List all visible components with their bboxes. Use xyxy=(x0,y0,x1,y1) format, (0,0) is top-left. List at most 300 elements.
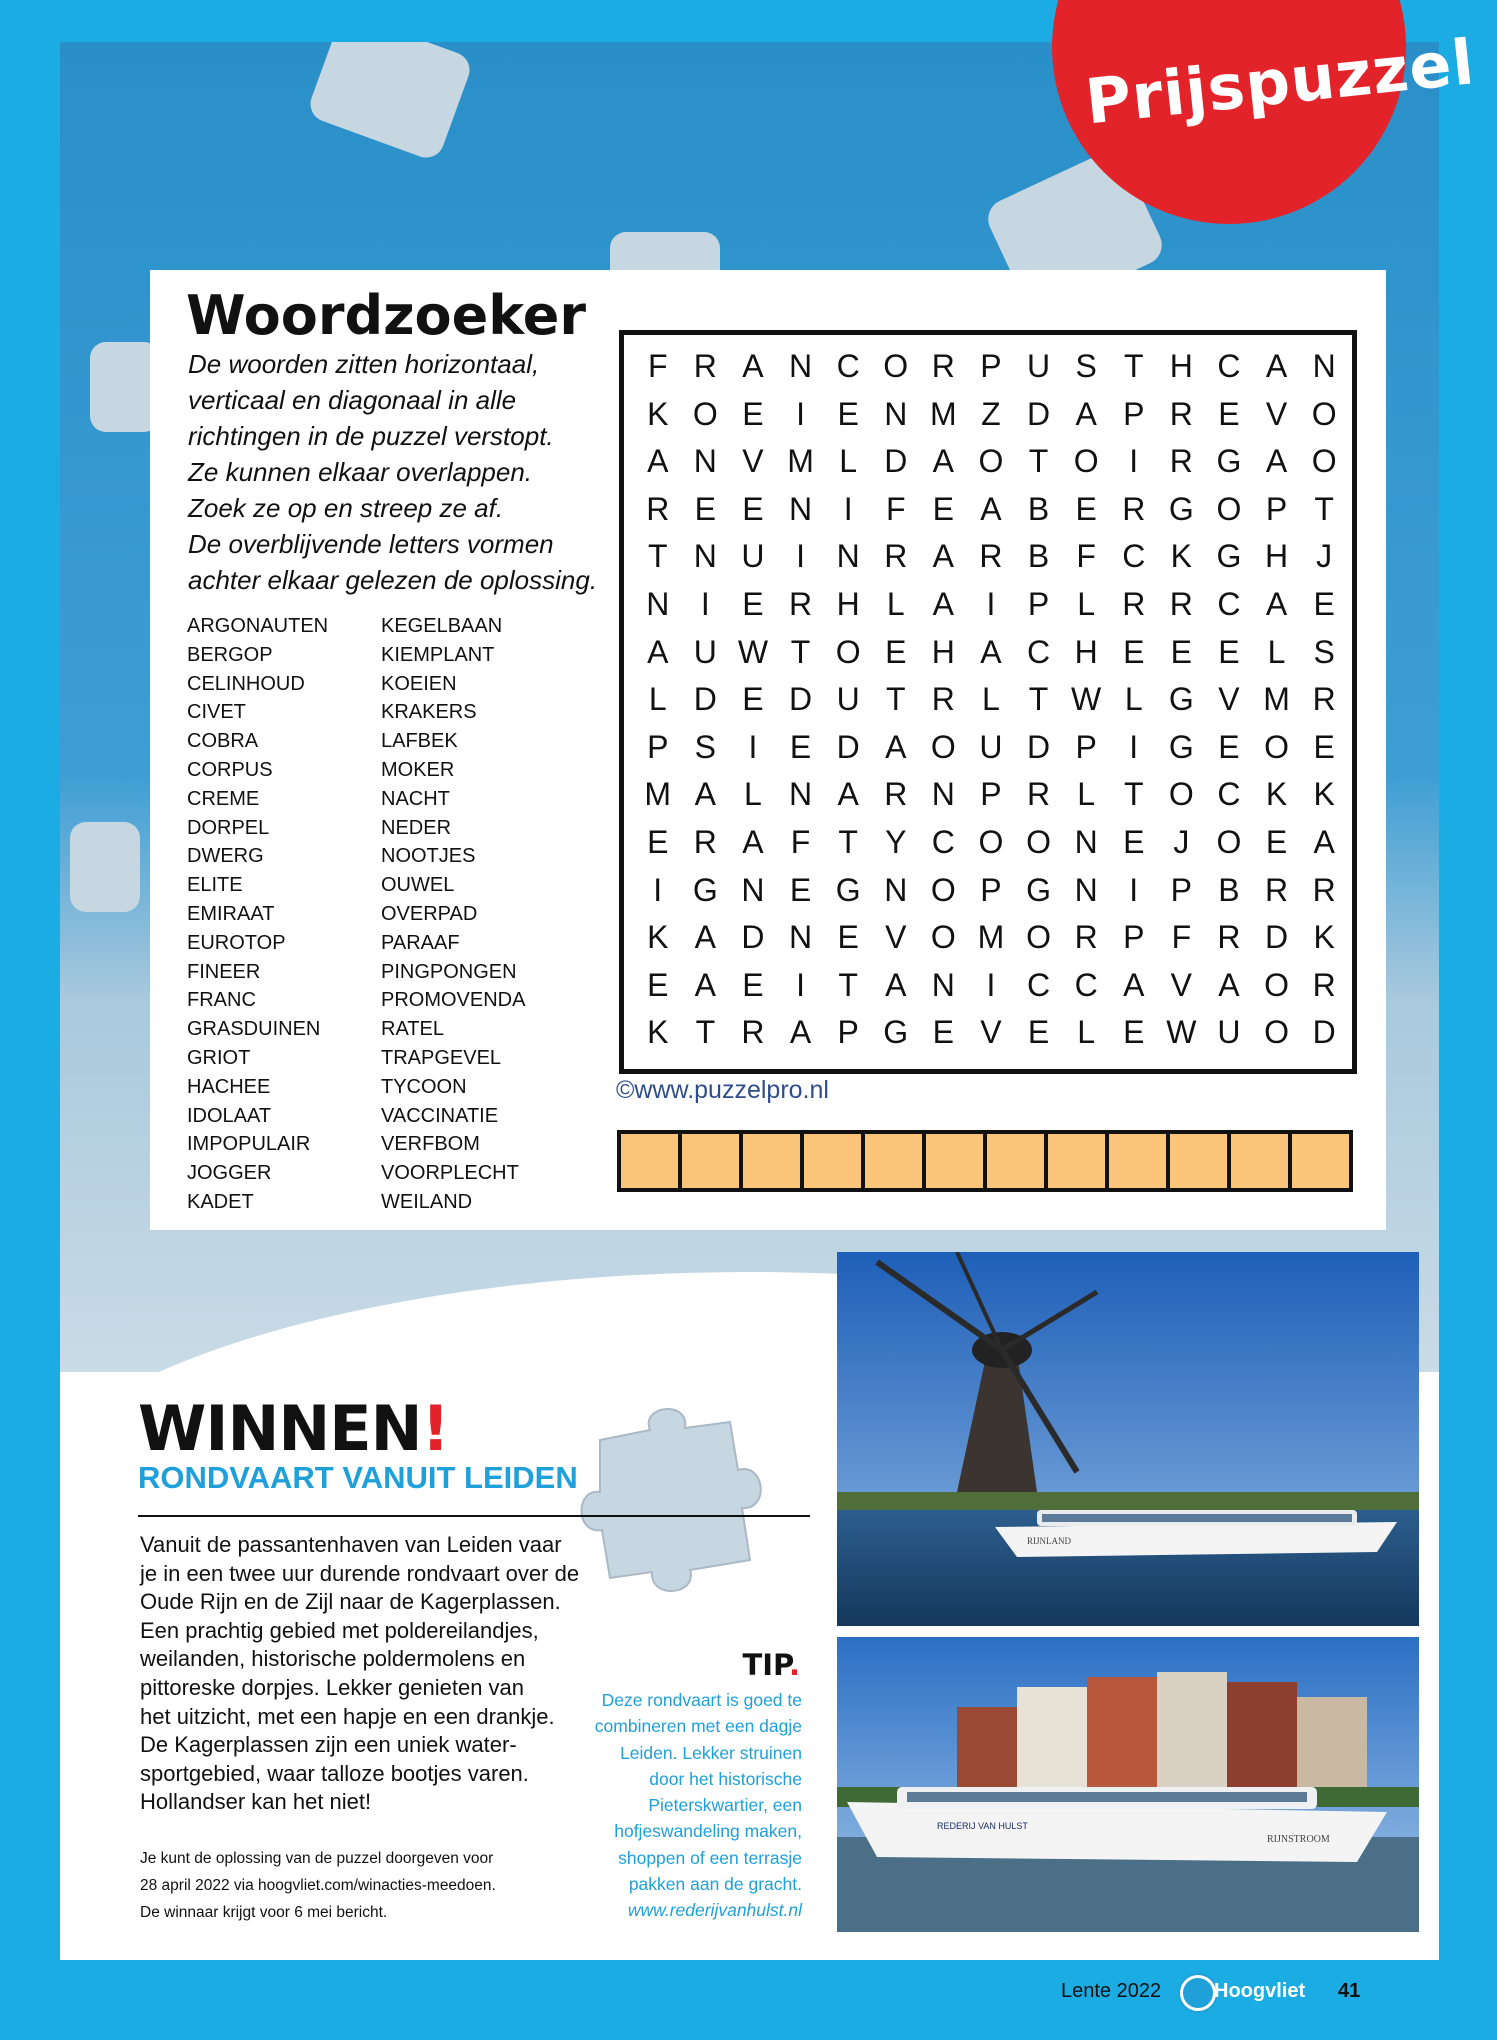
word-list-item: COBRA xyxy=(187,730,259,753)
grid-letter: O xyxy=(1216,824,1242,860)
grid-letter: N xyxy=(788,919,813,956)
grid-letter: Y xyxy=(885,824,907,860)
grid-letter: V xyxy=(980,1014,1002,1051)
word-list-column-1 xyxy=(187,612,328,1217)
answer-box[interactable] xyxy=(926,1134,987,1188)
grid-letter: A xyxy=(789,1014,812,1051)
grid-letter: O xyxy=(978,824,1004,860)
grid-letter: E xyxy=(742,681,764,718)
grid-letter: H xyxy=(1074,633,1098,670)
body-line: Vanuit de passantenhaven van Leiden vaar xyxy=(140,1532,562,1557)
grid-letter: B xyxy=(1027,490,1050,527)
footer-brand: Hoogvliet xyxy=(1214,1980,1306,2002)
grid-letter: A xyxy=(1265,586,1288,622)
grid-letter: N xyxy=(646,586,670,622)
grid-letter: C xyxy=(1074,966,1098,1003)
grid-letter: R xyxy=(884,538,908,575)
grid-letter: R xyxy=(646,490,670,527)
body-line: Een prachtig gebied met poldereilandjes, xyxy=(140,1617,539,1643)
answer-box[interactable] xyxy=(1048,1134,1109,1188)
grid-letter: E xyxy=(885,633,907,670)
grid-letter: E xyxy=(647,824,669,860)
grid-letter: K xyxy=(1170,538,1193,575)
grid-letter: D xyxy=(884,443,908,480)
grid-letter: N xyxy=(1312,348,1336,384)
page-number: 41 xyxy=(1338,1980,1361,2002)
grid-letter: P xyxy=(837,1014,859,1051)
grid-letter: V xyxy=(885,919,907,956)
win-heading: WINNEN! xyxy=(138,1392,449,1465)
tip-line: Pieterskwartier, een xyxy=(648,1795,802,1816)
grid-letter: B xyxy=(1218,871,1240,908)
answer-box[interactable] xyxy=(743,1134,804,1188)
grid-letter: A xyxy=(1123,966,1145,1003)
word-list-item: FRANC xyxy=(187,989,256,1012)
grid-letter: D xyxy=(1312,1014,1336,1051)
grid-letter: A xyxy=(932,586,955,622)
grid-letter: D xyxy=(1264,919,1289,956)
grid-letter: R xyxy=(1264,871,1289,908)
answer-box[interactable] xyxy=(621,1134,682,1188)
grid-letter: I xyxy=(796,538,805,575)
grid-letter: A xyxy=(1265,348,1288,384)
grid-letter: E xyxy=(742,490,764,527)
tip-line: shoppen of een terrasje xyxy=(618,1847,802,1868)
word-list-item: VOORPLECHT xyxy=(381,1162,519,1185)
grid-letter: D xyxy=(788,681,813,718)
word-list-item: OVERPAD xyxy=(381,902,478,925)
grid-letter: T xyxy=(1314,490,1334,527)
grid-letter: L xyxy=(1267,633,1286,670)
grid-letter: D xyxy=(1026,728,1051,765)
grid-letter: P xyxy=(1265,490,1288,527)
grid-letter: A xyxy=(1313,824,1335,860)
grid-letter: O xyxy=(978,443,1004,480)
grid-letter: C xyxy=(1026,966,1051,1003)
grid-letter: O xyxy=(1264,728,1289,765)
grid-letter: T xyxy=(838,824,858,860)
footer-season: Lente 2022 xyxy=(1061,1980,1162,2002)
grid-letter: A xyxy=(647,443,669,480)
grid-letter: R xyxy=(1312,681,1336,718)
grid-letter: G xyxy=(1216,443,1242,480)
grid-letter: E xyxy=(1218,633,1240,670)
word-list-item: KOEIEN xyxy=(381,672,457,695)
grid-letter: I xyxy=(748,728,758,765)
word-list-item: VACCINATIE xyxy=(381,1104,499,1127)
grid-letter: M xyxy=(977,919,1005,956)
word-list-column-2 xyxy=(381,612,525,1217)
grid-letter: A xyxy=(742,824,764,860)
tip-link[interactable]: www.rederijvanhulst.nl xyxy=(627,1900,802,1921)
grid-letter: I xyxy=(796,395,805,432)
entry-instructions xyxy=(140,1845,580,1926)
grid-letter: L xyxy=(886,586,905,622)
grid-letter: W xyxy=(737,633,769,670)
answer-box[interactable] xyxy=(1109,1134,1170,1188)
grid-letter: W xyxy=(1071,681,1102,718)
grid-letter: F xyxy=(1076,538,1096,575)
grid-letter: U xyxy=(741,538,765,575)
grid-letter: L xyxy=(648,681,667,718)
grid-letter: H xyxy=(1169,348,1193,384)
grid-letter: M xyxy=(930,395,957,432)
grid-letter: G xyxy=(883,1014,909,1051)
entry-line: De winnaar krijgt voor 6 mei bericht. xyxy=(140,1904,388,1921)
grid-letter: A xyxy=(980,633,1002,670)
grid-letter: T xyxy=(1028,681,1049,718)
grid-letter: U xyxy=(1026,348,1051,384)
grid-letter: G xyxy=(1168,728,1194,765)
grid-letter: F xyxy=(790,824,811,860)
grid-letter: R xyxy=(788,586,813,622)
grid-letter: K xyxy=(647,919,669,956)
grid-letter: R xyxy=(1122,490,1146,527)
grid-letter: O xyxy=(930,728,956,765)
grid-letter: A xyxy=(932,538,955,575)
word-list-item: IMPOPULAIR xyxy=(187,1133,311,1156)
grid-letter: U xyxy=(693,633,717,670)
grid-letter: E xyxy=(742,395,764,432)
grid-letter: G xyxy=(692,871,718,908)
grid-letter: E xyxy=(742,966,764,1003)
body-line: je in een twee uur durende rondvaart over de xyxy=(140,1560,580,1586)
grid-letter: P xyxy=(980,871,1002,908)
grid-letter: G xyxy=(1168,681,1194,718)
grid-letter: E xyxy=(1123,824,1145,860)
grid-letter: A xyxy=(837,776,859,813)
grid-letter: A xyxy=(1075,395,1097,432)
instruction-line: verticaal en diagonaal in alle xyxy=(188,385,517,415)
grid-letter: T xyxy=(885,681,906,718)
win-body-text xyxy=(140,1531,580,1817)
divider xyxy=(138,1515,810,1517)
word-list-item: DWERG xyxy=(187,845,264,868)
grid-letter: T xyxy=(647,538,668,575)
grid-letter: K xyxy=(647,1014,669,1051)
grid-letter: O xyxy=(1264,1014,1289,1051)
answer-box[interactable] xyxy=(987,1134,1048,1188)
tip-line: Leiden. Lekker struinen xyxy=(620,1742,802,1763)
grid-letter: D xyxy=(836,728,860,765)
grid-letter: C xyxy=(1026,633,1051,670)
grid-letter: S xyxy=(1075,348,1097,384)
grid-letter: F xyxy=(1171,919,1192,956)
grid-letter: E xyxy=(837,395,859,432)
grid-letter: O xyxy=(1073,443,1099,480)
word-list-item: BERGOP xyxy=(187,643,273,666)
grid-letter: T xyxy=(838,966,858,1003)
grid-letter: M xyxy=(644,776,672,813)
grid-letter: P xyxy=(1123,919,1145,956)
answer-box[interactable] xyxy=(1170,1134,1231,1188)
grid-letter: T xyxy=(1028,443,1049,480)
grid-letter: K xyxy=(1313,776,1335,813)
grid-letter: S xyxy=(1313,633,1335,670)
grid-letter: F xyxy=(647,348,668,384)
word-list-item: NEDER xyxy=(381,816,452,839)
word-list-item: KRAKERS xyxy=(381,701,477,724)
grid-letter: O xyxy=(692,395,718,432)
word-list-item: ARGONAUTEN xyxy=(187,615,329,637)
grid-letter: R xyxy=(1074,919,1098,956)
instruction-line: Zoek ze op en streep ze af. xyxy=(188,493,504,523)
answer-box[interactable] xyxy=(682,1134,743,1188)
word-list-item: FINEER xyxy=(187,960,261,983)
answer-box[interactable] xyxy=(1292,1134,1349,1188)
tip-heading: TIP. xyxy=(742,1648,800,1682)
grid-letter: D xyxy=(741,919,765,956)
grid-letter: E xyxy=(1265,824,1288,860)
body-line: Oude Rijn en de Zijl naar de Kagerplassen. xyxy=(140,1589,561,1615)
grid-letter: E xyxy=(1218,728,1240,765)
grid-letter: O xyxy=(930,919,956,956)
word-list-item: GRASDUINEN xyxy=(187,1018,321,1041)
grid-letter: C xyxy=(1217,776,1241,813)
tip-line: hofjeswandeling maken, xyxy=(614,1821,802,1842)
grid-letter: O xyxy=(1264,966,1289,1003)
grid-letter: E xyxy=(647,966,669,1003)
grid-letter: G xyxy=(1026,871,1051,908)
grid-letter: L xyxy=(744,776,762,813)
tip-text xyxy=(560,1687,802,1924)
puzzle-piece-icon xyxy=(580,1400,770,1600)
grid-letter: D xyxy=(1026,395,1051,432)
grid-letter: C xyxy=(931,824,955,860)
word-list-item: CORPUS xyxy=(187,758,273,781)
grid-letter: W xyxy=(1166,1014,1197,1051)
grid-letter: I xyxy=(1129,443,1139,480)
word-list-item: PROMOVENDA xyxy=(381,989,526,1012)
word-list-item: DORPEL xyxy=(187,816,270,839)
boat-name-rijnland: RIJNLAND xyxy=(1027,1536,1071,1546)
grid-letter: A xyxy=(694,966,717,1003)
grid-letter: O xyxy=(1311,395,1337,432)
grid-letter: I xyxy=(1129,871,1139,908)
word-list-item: ELITE xyxy=(187,874,243,897)
answer-box[interactable] xyxy=(804,1134,865,1188)
grid-letter: K xyxy=(647,395,669,432)
grid-letter: P xyxy=(1123,395,1145,432)
grid-letter: E xyxy=(1218,395,1240,432)
grid-letter: N xyxy=(931,966,955,1003)
body-line: sportgebied, waar talloze bootjes varen. xyxy=(140,1760,529,1786)
word-list-item: NACHT xyxy=(381,787,450,810)
word-list-item: GRIOT xyxy=(187,1046,251,1069)
grid-letter: L xyxy=(1077,776,1096,813)
grid-letter: T xyxy=(695,1014,716,1051)
grid-letter: E xyxy=(932,1014,955,1051)
grid-letter: V xyxy=(742,443,764,480)
grid-letter: V xyxy=(1265,395,1288,432)
grid-letter: N xyxy=(931,776,955,813)
grid-letter: R xyxy=(884,776,908,813)
grid-letter: E xyxy=(789,871,812,908)
word-list-item: PARAAF xyxy=(381,931,460,954)
word-list-item: KEGELBAAN xyxy=(381,615,503,637)
body-line: weilanden, historische poldermolens en xyxy=(140,1646,526,1672)
tip-line: door het historische xyxy=(649,1768,802,1789)
answer-box[interactable] xyxy=(1231,1134,1292,1188)
grid-letter: A xyxy=(932,443,955,480)
grid-letter: I xyxy=(796,966,805,1003)
grid-letter: C xyxy=(836,348,860,384)
grid-letter: C xyxy=(1217,348,1241,384)
grid-letter: A xyxy=(694,776,717,813)
grid-letter: U xyxy=(1217,1014,1241,1051)
grid-letter: O xyxy=(1026,824,1051,860)
grid-letter: O xyxy=(930,871,956,908)
word-list-item: OUWEL xyxy=(381,874,455,897)
grid-letter: R xyxy=(1169,586,1193,622)
puzzle-title: Woordzoeker xyxy=(186,284,586,347)
grid-letter: A xyxy=(1218,966,1240,1003)
tip-line: Deze rondvaart is goed te xyxy=(601,1690,802,1710)
grid-letter: C xyxy=(1217,586,1241,622)
word-list-item: EUROTOP xyxy=(187,931,286,954)
grid-letter: N xyxy=(1074,824,1098,860)
grid-letter: I xyxy=(843,490,853,527)
word-list-item: MOKER xyxy=(381,758,455,781)
grid-letter: R xyxy=(693,348,717,384)
grid-letter: N xyxy=(741,871,765,908)
grid-letter: T xyxy=(1123,348,1144,384)
grid-letter: D xyxy=(693,681,717,718)
word-search-grid xyxy=(619,330,1357,1074)
instruction-line: De woorden zitten horizontaal, xyxy=(188,349,540,379)
grid-letter: E xyxy=(1075,490,1097,527)
grid-letter: L xyxy=(1077,1014,1096,1051)
grid-letter: N xyxy=(836,538,860,575)
word-list-item: CELINHOUD xyxy=(187,672,305,695)
grid-letter: E xyxy=(837,919,859,956)
grid-letter: H xyxy=(931,633,955,670)
grid-letter: A xyxy=(1265,443,1288,480)
grid-letter: R xyxy=(693,824,717,860)
word-list-item: HACHEE xyxy=(187,1075,271,1098)
grid-letter: P xyxy=(980,776,1002,813)
grid-letter: R xyxy=(1169,443,1193,480)
grid-letter: E xyxy=(1313,586,1335,622)
grid-letter: N xyxy=(788,348,813,384)
grid-letter: N xyxy=(788,776,813,813)
word-list-item: TRAPGEVEL xyxy=(381,1046,502,1069)
boat-company: REDERIJ VAN HULST xyxy=(937,1821,1028,1831)
word-list-item: WEILAND xyxy=(381,1190,473,1213)
word-list-item: TYCOON xyxy=(381,1075,467,1098)
grid-letter: A xyxy=(647,633,669,670)
grid-letter: O xyxy=(835,633,861,670)
photo-windmill-boat xyxy=(837,1252,1419,1626)
grid-letter: K xyxy=(1313,919,1335,956)
instruction-line: Ze kunnen elkaar overlappen. xyxy=(188,457,533,487)
grid-letter: L xyxy=(1124,681,1143,718)
win-subtitle: RONDVAART VANUIT LEIDEN xyxy=(138,1460,578,1495)
grid-letter: L xyxy=(1077,586,1096,622)
grid-letter: B xyxy=(1027,538,1050,575)
word-list-item: NOOTJES xyxy=(381,845,476,868)
entry-line: 28 april 2022 via hoogvliet.com/winacties-meedoen. xyxy=(140,1877,496,1894)
grid-letter: R xyxy=(741,1014,765,1051)
grid-letter: A xyxy=(742,348,764,384)
grid-letter: A xyxy=(694,919,717,956)
grid-letter: M xyxy=(1263,681,1290,718)
grid-letter: U xyxy=(836,681,860,718)
word-list-item: PINGPONGEN xyxy=(381,960,517,983)
grid-letter: Z xyxy=(981,395,1001,432)
grid-letter: V xyxy=(1170,966,1193,1003)
word-list-item: LAFBEK xyxy=(381,730,458,753)
grid-letter: E xyxy=(1313,728,1335,765)
grid-letter: A xyxy=(980,490,1002,527)
grid-letter: R xyxy=(931,681,955,718)
grid-letter: K xyxy=(1265,776,1288,813)
word-list-item: KADET xyxy=(187,1190,254,1213)
grid-letter: N xyxy=(884,871,908,908)
grid-letter: N xyxy=(884,395,908,432)
grid-letter: E xyxy=(1123,633,1145,670)
puzzle-piece-decoration xyxy=(70,822,140,912)
grid-letter: O xyxy=(883,348,909,384)
grid-letter: O xyxy=(1311,443,1337,480)
instruction-line: achter elkaar gelezen de oplossing. xyxy=(188,565,598,595)
grid-letter: H xyxy=(836,586,860,622)
grid-letter: F xyxy=(885,490,906,527)
grid-letter: C xyxy=(1122,538,1146,575)
grid-letter: R xyxy=(1217,919,1241,956)
grid-letter: P xyxy=(1075,728,1097,765)
grid-letter: R xyxy=(1169,395,1193,432)
grid-letter: I xyxy=(986,586,996,622)
grid-letter: P xyxy=(1170,871,1193,908)
grid-letter: P xyxy=(980,348,1002,384)
grid-letter: N xyxy=(788,490,813,527)
body-line: De Kagerplassen zijn een uniek water- xyxy=(140,1732,517,1758)
word-list-item: CIVET xyxy=(187,701,246,724)
word-list-item: KIEMPLANT xyxy=(381,643,495,666)
answer-box[interactable] xyxy=(865,1134,926,1188)
grid-letter: G xyxy=(1168,490,1194,527)
boat-name-rijnstroom: RIJNSTROOM xyxy=(1267,1834,1330,1845)
grid-letter: E xyxy=(1123,1014,1145,1051)
word-list-item: VERFBOM xyxy=(381,1133,480,1156)
badge-label: Prijspuzzel xyxy=(1082,25,1478,139)
grid-letter: A xyxy=(885,966,907,1003)
puzzle-credit: ©www.puzzelpro.nl xyxy=(616,1076,829,1104)
puzzle-instructions xyxy=(188,346,598,598)
grid-letter: N xyxy=(693,443,717,480)
grid-letter: E xyxy=(932,490,955,527)
grid-letter: T xyxy=(1123,776,1144,813)
photo-canal-boat xyxy=(837,1637,1419,1932)
body-line: het uitzicht, met een hapje en een drankje. xyxy=(140,1703,555,1729)
hoogvliet-logo xyxy=(1180,1975,1216,2011)
grid-letter: J xyxy=(1316,538,1333,575)
grid-letter: I xyxy=(653,871,663,908)
grid-letter: V xyxy=(1218,681,1240,718)
grid-letter: I xyxy=(1129,728,1139,765)
grid-letter: R xyxy=(1312,966,1336,1003)
grid-letter: E xyxy=(1027,1014,1050,1051)
instruction-line: richtingen in de puzzel verstopt. xyxy=(188,421,554,451)
word-list-item: IDOLAAT xyxy=(187,1104,272,1127)
grid-letter: T xyxy=(790,633,811,670)
grid-letter: L xyxy=(982,681,1000,718)
grid-letter: E xyxy=(789,728,812,765)
word-list-item: EMIRAAT xyxy=(187,902,275,925)
grid-letter: S xyxy=(694,728,717,765)
grid-letter: M xyxy=(787,443,814,480)
